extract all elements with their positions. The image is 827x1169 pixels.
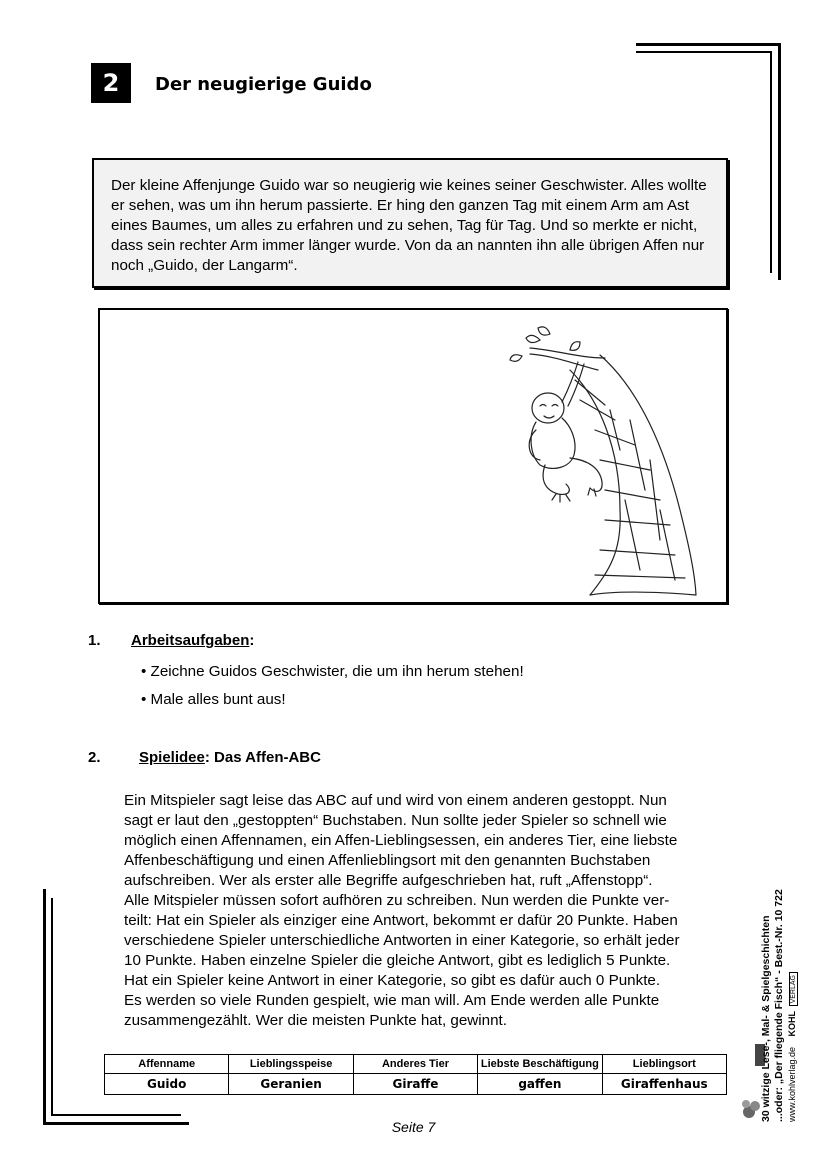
- game-line: Es werden so viele Runden gespielt, wie man will. Am Ende werden alle Punkte: [124, 992, 660, 1009]
- table-cell: Giraffenhaus: [602, 1074, 726, 1095]
- task2-heading-label: Spielidee: [139, 749, 205, 766]
- task1-bullet-1: • Zeichne Guidos Geschwister, die um ihn herum stehen!: [141, 663, 524, 680]
- table-cell: gaffen: [478, 1074, 602, 1095]
- frame-line-bottom-left-h2: [51, 1114, 181, 1116]
- game-line: aufschreiben. Wer als erster alle Begriffe aufgeschrieben hat, ruft „Affenstopp“.: [124, 872, 653, 889]
- game-line: Hat ein Spieler keine Antwort in einer Kategorie, so gibt es dafür auch 0 Punkte.: [124, 972, 661, 989]
- monkey-on-tree-illustration: [100, 310, 726, 602]
- table-cell: Guido: [105, 1074, 229, 1095]
- publisher-tag: VERLAG: [789, 972, 798, 1006]
- game-line: teilt: Hat ein Spieler als einziger eine Antwort, bekommt er dafür 20 Punkte. Haben: [124, 912, 678, 929]
- example-table: [104, 1054, 727, 1095]
- task1-heading-label: Arbeitsaufgaben: [131, 632, 250, 649]
- chapter-number: 2: [91, 63, 131, 103]
- story-text: Der kleine Affenjunge Guido war so neugierig wie keines seiner Geschwister. Alles wollte er sehen, was um ihn herum passierte. Er hing den ganzen Tag mit einem Arm am Ast eines Baumes, um alles zu erfahren und zu sehen, Tag für Tag. Und so merkte er nicht, dass sein rechter Arm immer länger wurde. Von da an nannten ihn alle übrigen Affen nur noch „Guido, der Langarm“.: [111, 177, 707, 274]
- table-header-cell: Liebste Beschäftigung: [478, 1055, 602, 1074]
- game-line: möglich einen Affennamen, ein Affen-Lieblingsessen, ein anderes Tier, eine liebste: [124, 832, 678, 849]
- frame-line-top-right-v2: [770, 51, 772, 273]
- table-row: [105, 1074, 727, 1095]
- task1-heading-colon: :: [249, 632, 255, 649]
- game-line: Ein Mitspieler sagt leise das ABC auf und wird von einem anderen gestoppt. Nun: [124, 792, 667, 809]
- task2-number: 2.: [88, 749, 101, 766]
- chapter-title: Der neugierige Guido: [155, 74, 372, 95]
- table-header-cell: Affenname: [105, 1055, 229, 1074]
- side-info-subtitle: ...oder: „Der fliegende Fisch“ - Best.-Nr. 10 722: [773, 889, 785, 1122]
- side-info-url: www.kohlverlag.de: [787, 1046, 797, 1122]
- page-number: Seite 7: [391, 1119, 436, 1135]
- task1-bullet-2: • Male alles bunt aus!: [141, 691, 286, 708]
- table-cell: Giraffe: [353, 1074, 477, 1095]
- game-line: Alle Mitspieler müssen sofort aufhören zu schreiben. Nun werden die Punkte ver-: [124, 892, 670, 909]
- table-header-cell: Lieblingsort: [602, 1055, 726, 1074]
- frame-line-bottom-left-v1: [43, 889, 46, 1125]
- story-box: [92, 158, 728, 288]
- table-header-row: [105, 1055, 727, 1074]
- game-line: Affenbeschäftigung und einen Affenlieblingsort mit den genannten Buchstaben: [124, 852, 651, 869]
- table-header-cell: Anderes Tier: [353, 1055, 477, 1074]
- frame-line-top-right-v1: [778, 43, 781, 280]
- task2-heading: [139, 749, 321, 766]
- table-cell: Geranien: [229, 1074, 353, 1095]
- task1-heading: [131, 632, 254, 649]
- game-line: sagt er laut den „gestoppten“ Buchstaben. Nun sollte jeder Spieler so schnell wie: [124, 812, 667, 829]
- game-line: verschiedene Spieler unterschiedliche Antworten in einer Kategorie, so erhält jeder: [124, 932, 680, 949]
- game-line: 10 Punkte. Haben einzelne Spieler die gleiche Antwort, gibt es lediglich 5 Punkte.: [124, 952, 671, 969]
- table-header-cell: Lieblingsspeise: [229, 1055, 353, 1074]
- game-line: zusammengezählt. Wer die meisten Punkte hat, gewinnt.: [124, 1012, 507, 1029]
- task2-heading-rest: : Das Affen-ABC: [204, 749, 321, 766]
- illustration-frame: [98, 308, 728, 604]
- side-info-website: [786, 782, 800, 1122]
- frame-line-bottom-left-v2: [51, 898, 53, 1116]
- frame-line-top-right-h1: [636, 43, 781, 46]
- game-description: [124, 791, 764, 1031]
- side-info-title: 30 witzige Lese-, Mal- & Spielgeschichten: [760, 915, 772, 1122]
- side-info: [760, 782, 800, 1122]
- task1-number: 1.: [88, 632, 101, 649]
- frame-line-top-right-h2: [636, 51, 772, 53]
- publisher-name: KOHL: [787, 1010, 797, 1037]
